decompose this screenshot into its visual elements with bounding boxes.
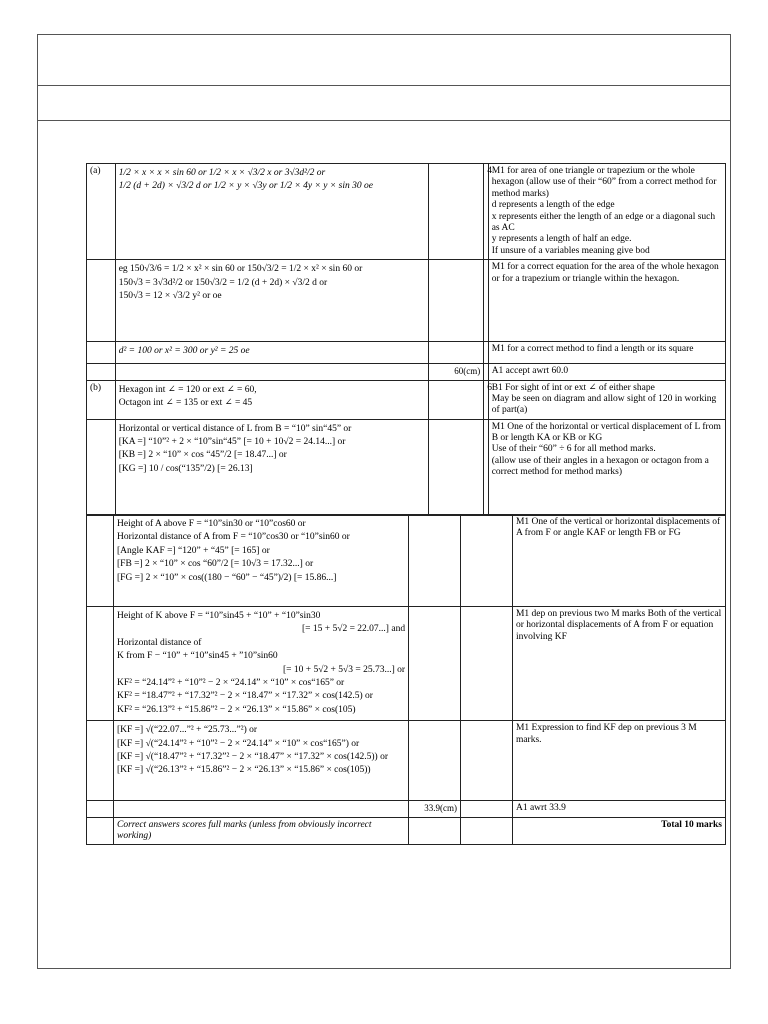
working-cell — [114, 721, 409, 801]
table-row — [87, 817, 726, 845]
working-line: 1/2 (d + 2d) × √3/2 d or 1/2 × y × √3y or 1/2 × 4y × y × sin 30 oe — [118, 181, 373, 192]
working-cell — [115, 164, 428, 260]
working-line: [= 10 + 5√2 + 5√3 = 25.73...] or — [282, 664, 406, 675]
header-rule-2 — [37, 120, 731, 121]
working-line: Hexagon int ∠ = 120 or ext ∠ = 60, — [118, 384, 257, 395]
mark-scheme-table-1 — [86, 163, 726, 516]
working-cell — [114, 515, 409, 607]
guidance-cell: M1 for area of one triangle or trapezium or the whole hexagon (allow use of their “60” from a correct method for method marks) d represents a length of the edge x represents either the length of an edge or a diagonal such as AC y represents a length of half an edge. If unsure of a variables meaning give bod — [488, 164, 725, 260]
guidance-cell: A1 accept awrt 60.0 — [488, 364, 725, 380]
guidance-cell: M1 for a correct equation for the area of the whole hexagon or for a trapezium or triangle within the hexagon. — [488, 260, 725, 342]
working-line: KF² = “24.14”² + “10”² − 2 × “24.14” × “10” × cos“165” or — [117, 677, 345, 688]
working-line: 1/2 × x × x × sin 60 or 1/2 × x × √3/2 x or 3√3d²/2 or — [118, 168, 326, 178]
guidance-cell: M1 One of the horizontal or vertical displacement of L from B or length KA or KB or KG Use of their “60” ÷ 6 for all method marks. (allow use of their angles in a hexagon or octagon from a correct method for method marks) — [488, 419, 725, 515]
table-row — [87, 260, 726, 342]
total-marks: Total 10 marks — [512, 817, 725, 845]
answer-cell — [429, 164, 484, 260]
guidance-cell: M1 One of the vertical or horizontal displacements of A from F or angle KAF or length FB or FG — [512, 515, 725, 607]
working-line: [KB =] 2 × “10” × cos “45”/2 [= 18.47...] or — [118, 450, 287, 461]
part-label: (a) — [87, 164, 116, 260]
working-line: Horizontal distance of A from F = “10”cos30 or “10”sin60 or — [117, 532, 350, 543]
working-line: KF² = “18.47”² + “17.32”² − 2 × “18.47” × “17.32” × cos(142.5) or — [117, 691, 373, 702]
working-line: [FB =] 2 × “10” × cos “60”/2 [= 10√3 = 17.32...] or — [117, 559, 314, 570]
working-line: 150√3 = 3√3d²/2 or 150√3/2 = 1/2 (d + 2d) × √3/2 d or — [118, 277, 328, 288]
table-row — [87, 164, 726, 260]
guidance-cell: B1 For sight of int or ext ∠ of either shape May be seen on diagram and allow sight of 120 in working of part(a) — [488, 380, 725, 419]
table-row — [87, 419, 726, 515]
working-line: Octagon int ∠ = 135 or ext ∠ = 45 — [118, 397, 253, 408]
working-line: [KG =] 10 / cos(“135”/2) [= 26.13] — [118, 463, 253, 474]
guidance-cell: M1 Expression to find KF dep on previous 3 M marks. — [512, 721, 725, 801]
working-line: [KA =] “10”² + 2 × “10”sin“45” [= 10 + 10√2 = 24.14...] or — [118, 437, 346, 448]
table-row — [87, 607, 726, 721]
working-line: 150√3 = 12 × √3/2 y² or oe — [118, 290, 222, 301]
guidance-cell: M1 for a correct method to find a length or its square — [488, 342, 725, 364]
working-line: K from F − “10” + “10”sin45 + ”10”sin60 — [117, 651, 278, 662]
table-row — [87, 342, 726, 364]
table-row — [87, 380, 726, 419]
table-row — [87, 515, 726, 607]
working-line: [KF =] √(“24.14”² + “10”² − 2 × “24.14” × “10” × cos“165”) or — [117, 738, 360, 749]
working-line: Horizontal or vertical distance of L from B = “10” sin“45” or — [118, 423, 352, 434]
working-line: Height of K above F = “10”sin45 + “10” + “10”sin30 — [117, 611, 321, 621]
working-line: Height of A above F = “10”sin30 or “10”cos60 or — [117, 519, 306, 529]
answer-cell: 60(cm) — [429, 364, 484, 380]
header-rule-1 — [37, 85, 731, 86]
working-line: [FG =] 2 × “10” × cos((180 − “60” − “45”)/2) [= 15.86...] — [117, 572, 337, 583]
table-row — [87, 364, 726, 380]
footer-note: Correct answers scores full marks (unless from obviously incorrect working) — [114, 817, 409, 845]
working-line: KF² = “26.13”² + “15.86”² − 2 × “26.13” × “15.86” × cos(105) — [117, 704, 356, 715]
working-line: eg 150√3/6 = 1/2 × x² × sin 60 or 150√3/2 = 1/2 × x² × sin 60 or — [118, 264, 363, 275]
marks-cell: 4 — [484, 164, 488, 260]
working-cell — [115, 260, 428, 342]
answer-cell: 33.9(cm) — [409, 801, 461, 817]
working-cell — [114, 607, 409, 721]
part-label: (b) — [87, 380, 116, 419]
marks-cell: 6 — [484, 380, 488, 419]
guidance-cell: M1 dep on previous two M marks Both of the vertical or horizontal displacements of A from F or equation involving KF — [512, 607, 725, 721]
working-line: [= 15 + 5√2 = 22.07...] and — [301, 624, 406, 635]
working-line: [KF =] √(“22.07...”² + “25.73...”²) or — [117, 725, 258, 736]
working-cell — [115, 342, 428, 364]
working-cell — [115, 380, 428, 419]
working-line: d² = 100 or x² = 300 or y² = 25 oe — [118, 346, 250, 357]
table-row — [87, 801, 726, 817]
working-line: [Angle KAF =] “120” + “45” [= 165] or — [117, 545, 270, 556]
working-cell — [115, 419, 428, 515]
guidance-cell: A1 awrt 33.9 — [512, 801, 725, 817]
mark-scheme-table-2 — [86, 514, 726, 845]
working-line: [KF =] √(“26.13”² + “15.86”² − 2 × “26.13” × “15.86” × cos(105)) — [117, 765, 371, 776]
table-row — [87, 721, 726, 801]
working-line: [KF =] √(“18.47”² + “17.32”² − 2 × “18.47” × “17.32” × cos(142.5)) or — [117, 751, 388, 762]
working-line: Horizontal distance of — [117, 637, 202, 648]
